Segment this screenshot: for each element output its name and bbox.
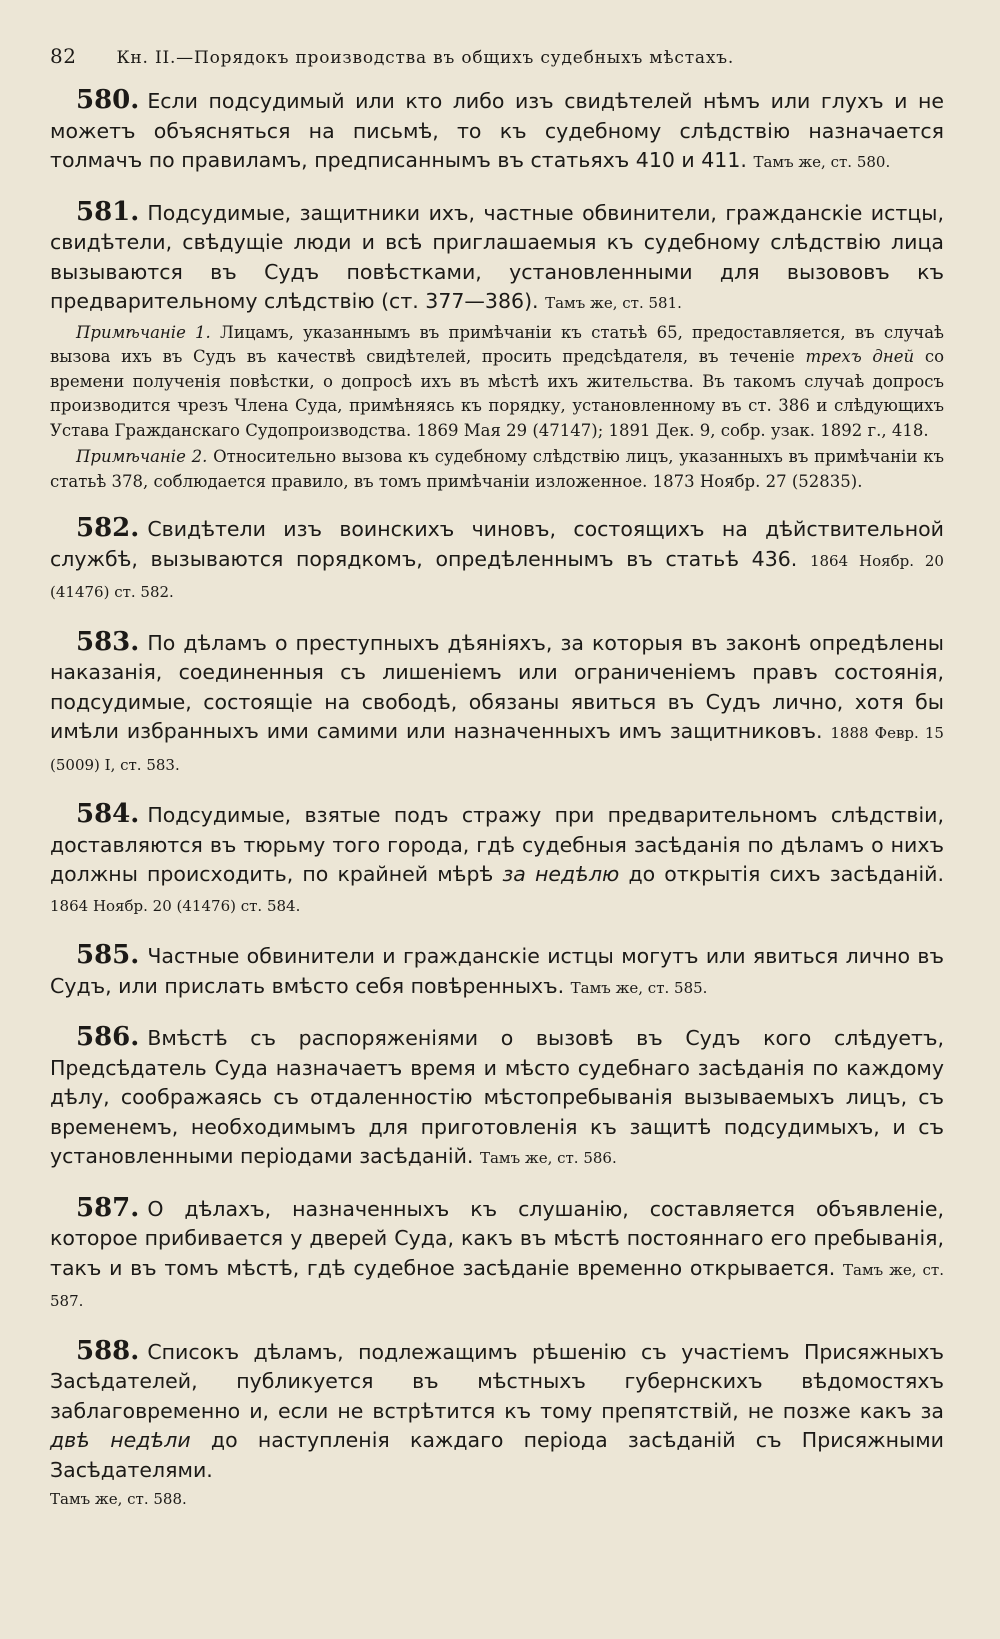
article-emphasis: двѣ недѣли — [50, 1428, 191, 1452]
article-text: Если подсудимый или кто либо изъ свидѣтелей нѣмъ или глухъ и не можетъ объясняться на письмѣ, то къ судебному слѣдствію назначается толмачъ по правиламъ, предписаннымъ въ статьяхъ 410 и 411. — [50, 89, 944, 172]
article-number: 584. — [76, 799, 140, 829]
article-number: 581. — [76, 196, 140, 227]
article-585 — [50, 941, 944, 1003]
article-580 — [50, 86, 944, 178]
page-number: 82 — [50, 44, 77, 68]
note-emphasis: трехъ дней — [805, 347, 915, 366]
note-label: Примѣчаніе 2. — [76, 447, 208, 466]
article-584: 584. Подсудимые, взятые подъ стражу при предварительномъ слѣдствіи, доставляются въ тюрьму того города, гдѣ судебныя засѣданія по дѣламъ о нихъ должны происходить, по крайней мѣрѣ за недѣлю до открытія сихъ засѣданій. 1864 Ноябр. 20 (41476) ст. 584. — [50, 799, 944, 915]
article-581 — [50, 198, 944, 495]
article-text: По дѣламъ о преступныхъ дѣяніяхъ, за которыя въ законѣ опредѣлены наказанія, соединенныя съ лишеніемъ или ограниченіемъ правъ состоянія, подсудимые, состоящіе на свободѣ, обязаны явиться въ Судъ лично, хотя бы имѣли избранныхъ ими самими или назначенныхъ имъ защитниковъ. — [50, 630, 944, 743]
article-582 — [50, 514, 944, 608]
article-source: Тамъ же, ст. 580. — [753, 153, 891, 171]
article-text: Вмѣстѣ съ распоряженіями о вызовѣ въ Судъ кого слѣдуетъ, Предсѣдатель Суда назначаетъ время и мѣсто судебнаго засѣданія по каждому дѣлу, соображаясь съ отдаленностію мѣстопребыванія вызываемыхъ лицъ, съ временемъ, необходимымъ для приготовленія къ защитѣ подсудимыхъ, и съ установленными періодами засѣданій. — [50, 1026, 944, 1168]
note-label: Примѣчаніе 1. — [76, 322, 211, 342]
article-number: 585. — [76, 940, 140, 970]
article-emphasis: за недѣлю — [502, 862, 620, 886]
article-text: Подсудимые, взятые подъ стражу при предварительномъ слѣдствіи, доставляются въ тюрьму того города, гдѣ судебныя засѣданія по дѣламъ о нихъ должны происходить, по крайней мѣрѣ — [50, 803, 944, 886]
article-source: Тамъ же, ст. 585. — [570, 978, 708, 997]
article-number: 586. — [76, 1022, 140, 1052]
running-title: Кн. II.—Порядокъ производства въ общихъ судебныхъ мѣстахъ. — [116, 48, 735, 68]
article-source: Тамъ же, ст. 586. — [479, 1149, 617, 1167]
article-source: Тамъ же, ст. 581. — [545, 294, 682, 312]
article-text: Подсудимые, защитники ихъ, частные обвинители, гражданскіе истцы, свидѣтели, свѣдущіе люди и всѣ приглашаемыя къ судебному слѣдствію лица вызываются въ Судъ повѣстками, установленными для вызововъ къ предварительному слѣдствію (ст. 377—386). — [50, 200, 944, 313]
article-number: 583. — [76, 626, 140, 657]
article-source: 1888 Февр. 15 (5009) I, ст. 583. — [50, 724, 944, 774]
article-number: 580. — [76, 85, 140, 115]
page-header — [50, 44, 944, 68]
article-notes — [50, 321, 944, 495]
article-text: Списокъ дѣламъ, подлежащимъ рѣшенію съ участіемъ Присяжныхъ Засѣдателей, публикуется въ мѣстныхъ губернскихъ вѣдомостяхъ заблаговременно и, если не встрѣтится къ тому препятствій, не позже какъ за — [50, 1339, 944, 1423]
article-number: 588. — [76, 1335, 140, 1366]
article-source: Тамъ же, ст. 588. — [50, 1490, 187, 1508]
article-588: 588. Списокъ дѣламъ, подлежащимъ рѣшенію съ участіемъ Присяжныхъ Засѣдателей, публикуется въ мѣстныхъ губернскихъ вѣдомостяхъ заблаговременно и, если не встрѣтится къ тому препятствій, не позже какъ за двѣ недѣли до наступленія каждаго періода засѣданій съ Присяжными Засѣдателями. Тамъ же, ст. 588. — [50, 1337, 944, 1515]
article-number: 587. — [76, 1192, 140, 1223]
article-text: Свидѣтели изъ воинскихъ чиновъ, состоящихъ на дѣйствительной службѣ, вызываются порядкомъ, опредѣленнымъ въ статьѣ 436. — [50, 517, 944, 571]
article-source: Тамъ же, ст. 587. — [50, 1260, 944, 1310]
note-2: Примѣчаніе 2. Относительно вызова къ судебному слѣдствію лицъ, указанныхъ въ примѣчаніи къ статьѣ 378, соблюдается правило, въ томъ примѣчаніи изложенное. 1873 Ноябр. 27 (52835). — [50, 447, 945, 491]
article-587 — [50, 1194, 944, 1317]
note-1: Примѣчаніе 1. Лицамъ, указаннымъ въ примѣчаніи къ статьѣ 65, предоставляется, въ случаѣ вызова ихъ въ Судъ въ качествѣ свидѣтелей, просить предсѣдателя, въ теченіе трехъ дней со времени полученія повѣстки, о допросѣ ихъ въ мѣстѣ ихъ жительства. Въ такомъ случаѣ допросъ производится чрезъ Члена Суда, примѣняясь къ порядку, установленному въ ст. 386 и слѣдующихъ Устава Гражданскаго Судопроизводства. 1869 Мая 29 (47147); 1891 Дек. 9, собр. узак. 1892 г., 418. — [50, 322, 945, 440]
article-583 — [50, 628, 944, 781]
article-source: 1864 Ноябр. 20 (41476) ст. 584. — [50, 896, 301, 915]
article-586 — [50, 1023, 944, 1174]
article-source: 1864 Ноябр. 20 (41476) ст. 582. — [50, 551, 944, 601]
article-number: 582. — [76, 513, 140, 543]
article-text: Частные обвинители и гражданскіе истцы могутъ или явиться лично въ Судъ, или прислать вмѣсто себя повѣренныхъ. — [50, 944, 944, 998]
article-text: О дѣлахъ, назначенныхъ къ слушанію, составляется объявленіе, которое прибивается у дверей Суда, какъ въ мѣстѣ постояннаго его пребыванія, такъ и въ томъ мѣстѣ, гдѣ судебное засѣданіе временно открывается. — [50, 1196, 944, 1280]
